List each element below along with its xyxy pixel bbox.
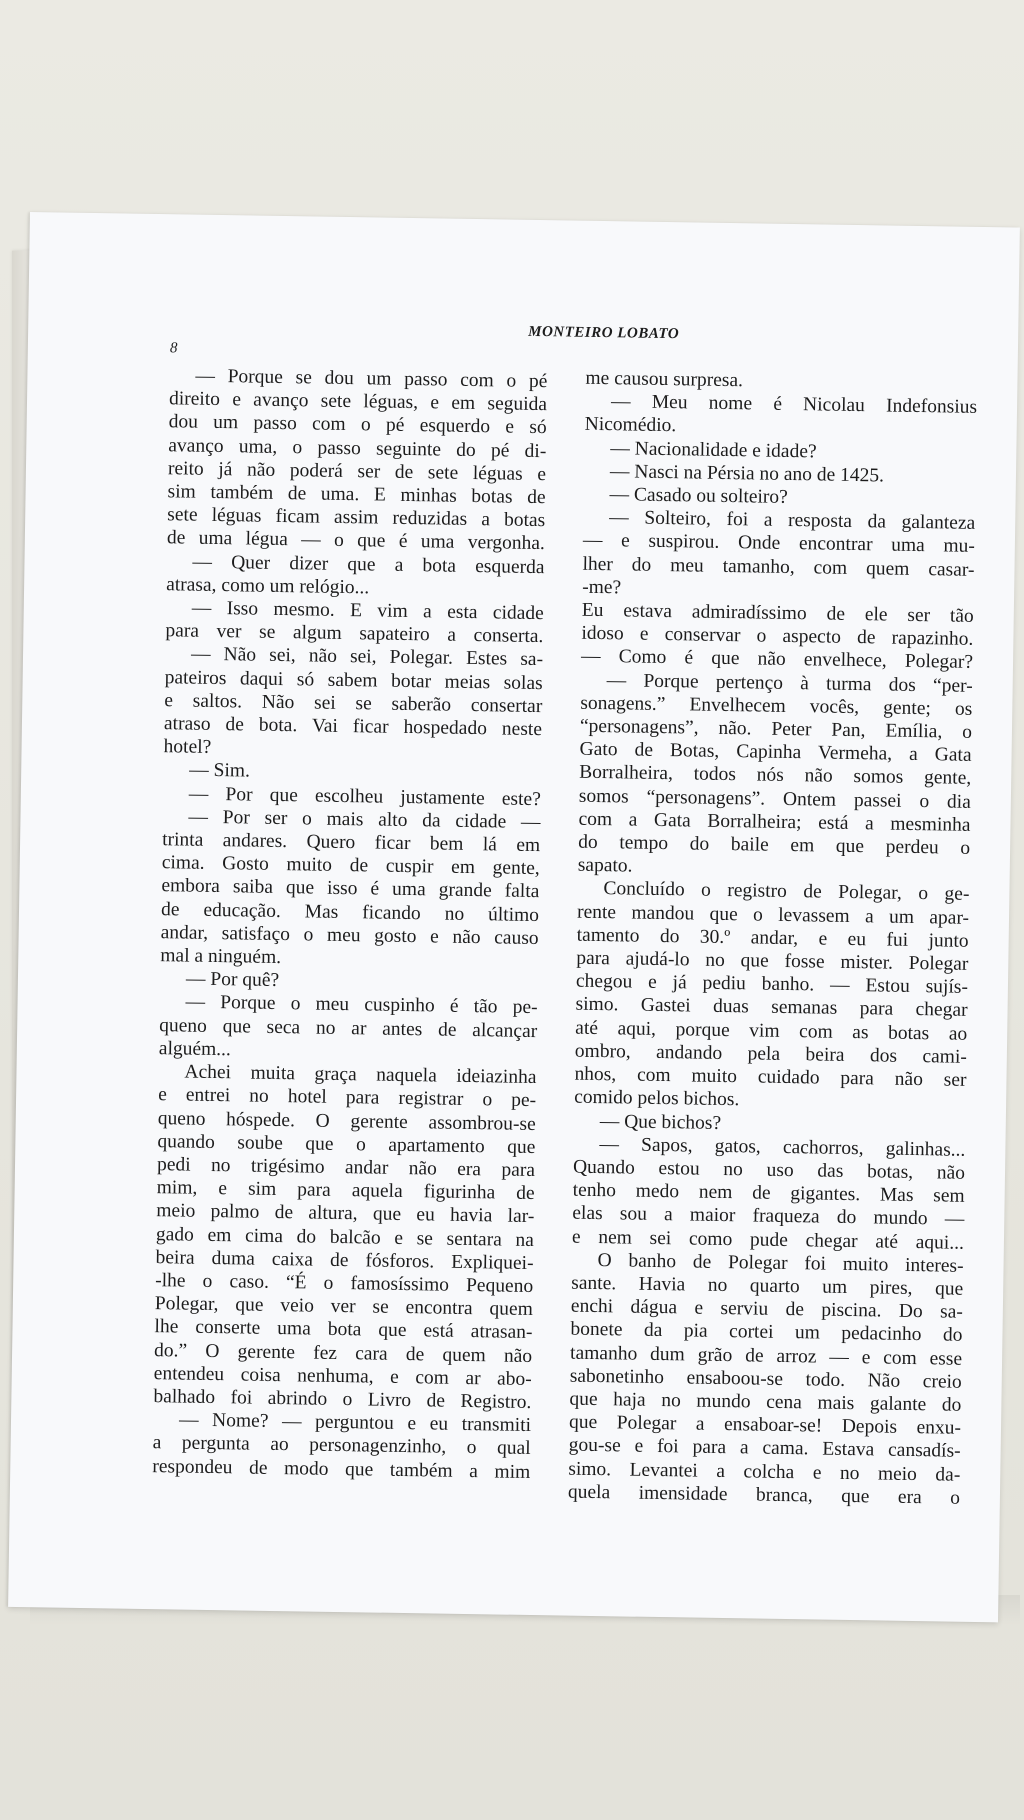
text-line: elas sou a maior fraqueza do mundo — <box>572 1202 965 1231</box>
left-text-column <box>152 364 547 1484</box>
text-line: sete léguas ficam assim reduzidas a botas <box>167 504 546 532</box>
text-line: sapato. <box>577 854 633 877</box>
text-line: tamento do 30.º andar, e eu fui junto <box>576 924 969 952</box>
text-line: pateiros daqui só sabem botar meias solas <box>164 666 543 694</box>
text-line: de educação. Mas ficando no último <box>160 898 540 926</box>
text-line: — Nacionalidade e idade? <box>610 437 817 462</box>
text-line: com a Gata Borralheira; está a mesminha <box>578 808 971 836</box>
text-line: queno que seca no ar antes de alcançar <box>159 1014 538 1042</box>
text-line: direito e avanço sete léguas, e em seguida <box>168 388 548 416</box>
text-line: andar, satisfaço o meu gosto e não causo <box>160 922 539 949</box>
text-line: — Quer dizer que a bota esquerda <box>192 551 545 578</box>
text-line: — Porque se dou um passo com o pé <box>195 365 548 393</box>
text-line: — Por quê? <box>185 968 280 992</box>
text-line: comido pelos bichos. <box>573 1086 740 1111</box>
text-line: me causou surpresa. <box>585 367 744 392</box>
text-line: lher do meu tamanho, com quem casar- <box>582 553 975 581</box>
text-line: cima. Gosto muito de cuspir em gente, <box>161 852 540 880</box>
text-line: Borralheira, todos nós não somos gente, <box>579 762 972 790</box>
text-line: respondeu de modo que também a mim <box>152 1455 531 1483</box>
text-line: beira duma caixa de fósforos. Expliquei- <box>155 1246 534 1274</box>
text-line: -lhe o caso. “É o famosíssimo Pequeno <box>155 1270 534 1297</box>
text-line: gou-se e foi para a cama. Estava cansadís- <box>568 1434 961 1463</box>
text-line: a pergunta ao personagenzinho, o qual <box>152 1432 531 1460</box>
text-line: — Casado ou solteiro? <box>609 484 788 508</box>
text-line: enchi dágua e serviu de piscina. Do sa- <box>570 1295 963 1323</box>
text-line: hotel? <box>163 736 212 759</box>
text-line: sante. Havia no quarto um pires, que <box>571 1272 964 1300</box>
text-line: Concluído o registro de Polegar, o ge- <box>603 878 970 906</box>
text-line: quando soube que o apartamento que <box>157 1130 536 1158</box>
text-line: meio palmo de altura, que eu havia lar- <box>156 1200 535 1228</box>
text-line: Nicomédio. <box>584 414 677 437</box>
text-line: queno hóspede. O gerente assombrou-se <box>157 1107 536 1135</box>
text-line: para ajudá-lo no que fosse mister. Polegar <box>576 947 969 975</box>
text-line: — Que bichos? <box>599 1110 722 1134</box>
text-line: — Por ser o mais alto da cidade — <box>188 806 541 833</box>
text-line: -me? <box>582 576 622 599</box>
text-line: sim também de uma. E minhas botas de <box>167 481 546 509</box>
running-header: MONTEIRO LOBATO <box>528 323 680 343</box>
text-line: simo. Levantei a colcha e no meio da- <box>568 1458 961 1486</box>
text-line: simo. Gastei duas semanas para chegar <box>575 994 968 1022</box>
text-line: — Porque o meu cuspinho é tão pe- <box>185 992 538 1019</box>
text-line: nhos, com muito cuidado para não ser <box>574 1063 967 1091</box>
text-line: Gato de Botas, Capinha Vermeha, a Gata <box>579 738 972 767</box>
text-line: entendeu coisa nenhuma, e com ar abo- <box>153 1362 532 1390</box>
text-line: — Meu nome é Nicolau Indefonsius <box>610 391 978 419</box>
text-line: do.” O gerente fez cara de quem não <box>153 1339 533 1367</box>
text-line: Eu estava admiradíssimo de ele ser tão <box>581 599 974 627</box>
text-line: quela imensidade branca, que era o <box>567 1481 961 1509</box>
text-line: lhe conserte uma bota que está atrasan- <box>154 1316 533 1344</box>
text-line: sabonetinho ensaboou-se todo. Não creio <box>569 1365 962 1393</box>
text-line: sonagens.” Envelhecem vocês, gente; os <box>580 692 973 720</box>
text-line: que haja no mundo cena mais galante do <box>569 1388 962 1416</box>
text-line: e saltos. Não sei se saberão consertar <box>164 690 543 717</box>
text-line: e entrei no hotel para registrar o pe- <box>157 1084 537 1112</box>
text-line: Achei muita graça naquela ideiazinha <box>184 1061 537 1089</box>
text-line: para ver se algum sapateiro a conserta. <box>165 620 544 648</box>
text-line: avanço uma, o passo seguinte do pé di- <box>168 434 547 462</box>
text-line: pedi no trigésimo andar não era para <box>156 1154 536 1181</box>
text-line: embora saiba que isso é uma grande falta <box>161 875 540 903</box>
text-line: — Sapos, gatos, cachorros, galinhas... <box>599 1133 966 1161</box>
text-line: “personagens”, não. Peter Pan, Emília, o <box>579 715 973 743</box>
text-line: chegou e já pediu banho. — Estou sujís- <box>575 970 969 999</box>
text-line: ombro, andando pela beira dos cami- <box>574 1040 968 1068</box>
text-line: reito já não poderá ser de sete léguas e <box>167 458 547 485</box>
text-line: — Como é que não envelhece, Polegar? <box>580 646 974 674</box>
text-line: trinta andares. Quero ficar bem lá em <box>161 829 541 857</box>
text-line: tamanho dum grão de arroz — e com esse <box>569 1342 963 1370</box>
text-line: — e suspirou. Onde encontrar uma mu- <box>582 530 976 558</box>
right-text-column <box>568 367 978 1510</box>
text-line: — Isso mesmo. E vim a esta cidade <box>191 597 544 625</box>
text-line: — Nome? — perguntou e eu transmiti <box>178 1409 532 1437</box>
book-page <box>8 212 1020 1622</box>
text-line: — Porque pertenço à turma dos “per- <box>606 669 973 697</box>
text-line: que Polegar a ensaboar-se! Depois enxu- <box>568 1411 962 1439</box>
text-line: atraso de bota. Vai ficar hospedado neste <box>163 713 543 741</box>
text-line: mim, e sim para aquela figurinha de <box>156 1177 535 1205</box>
text-line: O banho de Polegar foi muito interes- <box>597 1249 964 1277</box>
text-line: balhado foi abrindo o Livro de Registro. <box>153 1386 532 1413</box>
text-line: atrasa, como um relógio... <box>166 574 370 599</box>
text-line: somos “personagens”. Ontem passei o dia <box>578 785 972 813</box>
text-line: mal a ninguém. <box>160 945 282 969</box>
text-line: Quando estou no uso das botas, não <box>572 1156 966 1184</box>
text-line: bonete da pia cortei um pedacinho do <box>570 1318 963 1347</box>
text-line: rente mandou que o levassem a um apar- <box>576 901 970 929</box>
text-line: até aqui, porque vim com as botas ao <box>575 1017 968 1045</box>
text-line: do tempo do baile em que perdeu o <box>578 831 971 859</box>
text-line: — Por que escolheu justamente este? <box>188 783 542 810</box>
text-line: — Solteiro, foi a resposta da galanteza <box>609 507 976 535</box>
text-line: gado em cima do balcão e se sentara na <box>155 1223 535 1251</box>
text-line: — Não sei, não sei, Polegar. Estes sa- <box>190 644 544 671</box>
text-line: e nem sei como pude chegar até aqui... <box>571 1226 965 1254</box>
text-line: — Nasci na Pérsia no ano de 1425. <box>609 460 885 487</box>
text-line: — Sim. <box>189 760 251 782</box>
text-line: de uma légua — o que é uma vergonha. <box>166 527 546 555</box>
text-line: idoso e conservar o aspecto de rapazinho. <box>581 622 974 651</box>
page-number: 8 <box>169 340 178 357</box>
text-line: dou um passo com o pé esquerdo e só <box>168 411 547 439</box>
text-line: tenho medo nem de gigantes. Mas sem <box>572 1179 965 1207</box>
text-line: alguém... <box>158 1038 232 1061</box>
text-line: Polegar, que veio ver se encontra quem <box>154 1293 533 1321</box>
